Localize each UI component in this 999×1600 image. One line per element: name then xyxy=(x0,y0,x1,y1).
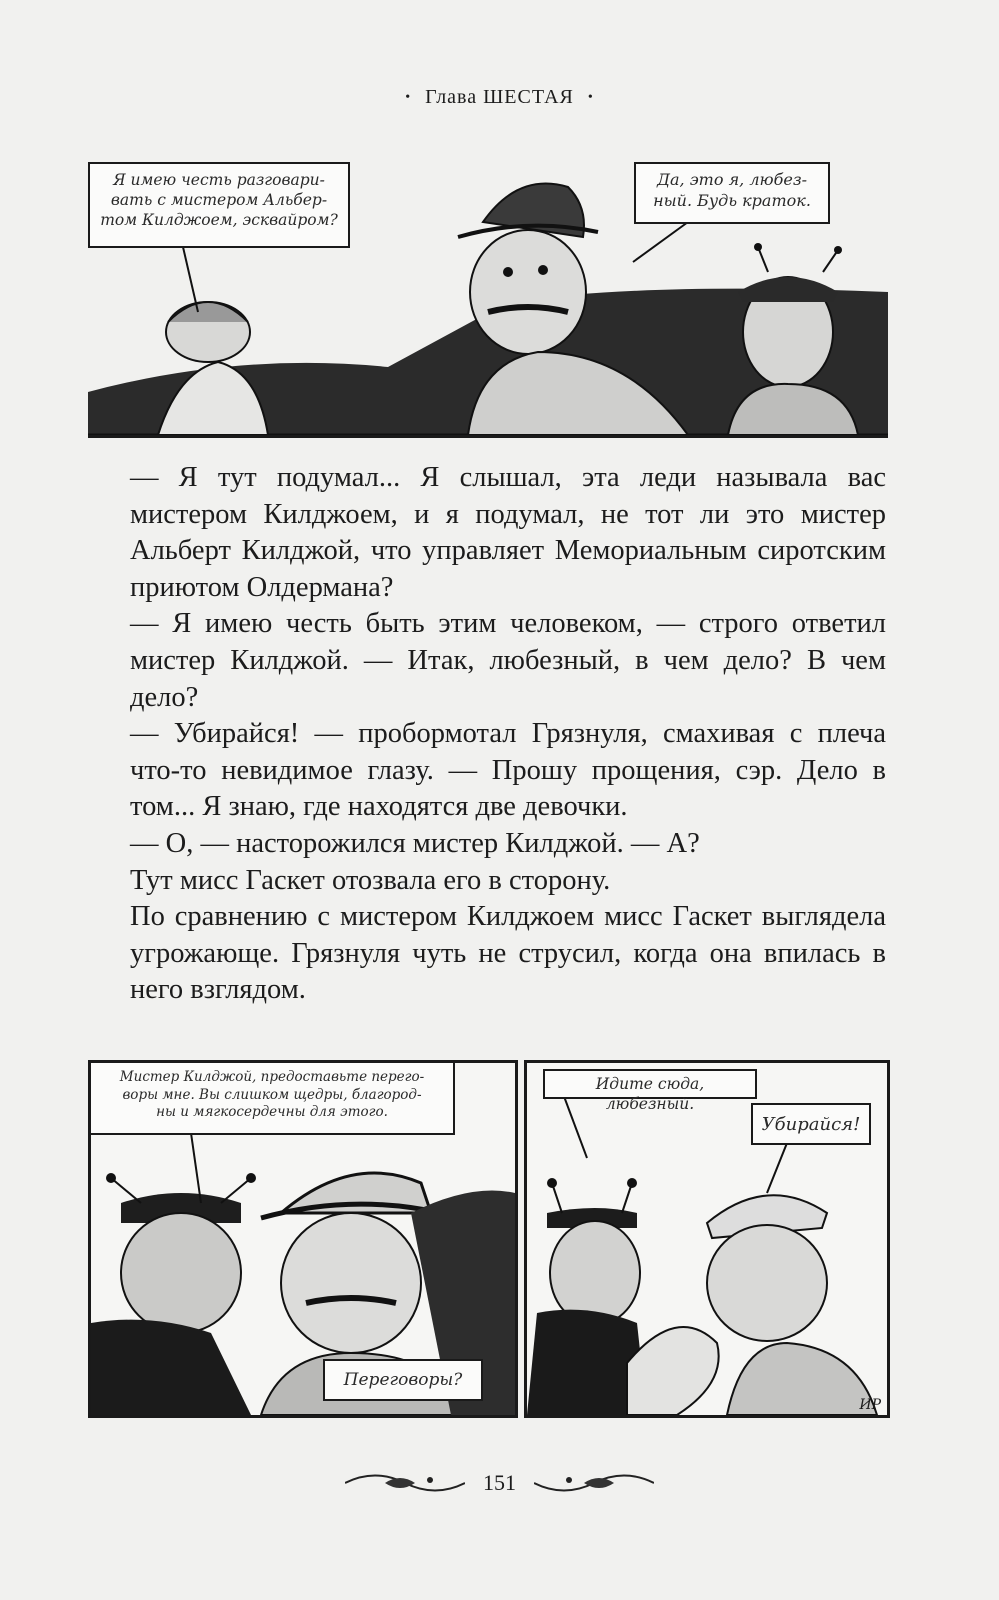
page-number: 151 xyxy=(483,1470,516,1495)
speech-bubble-bottom: Переговоры? xyxy=(323,1359,483,1401)
chapter-title: Глава ШЕСТАЯ xyxy=(425,86,574,108)
speech-bubble-left: Я имею честь разговари- вать с мистером Альбер- том Килджоем, эсквайром? xyxy=(88,162,350,248)
header-bullet-left: • xyxy=(405,90,412,106)
comic-panel-top xyxy=(88,152,888,438)
comic-panel-bottom-right xyxy=(524,1060,890,1418)
paragraph: Тут мисс Гаскет отозвала его в сторону. xyxy=(130,864,611,896)
ornament-right-icon xyxy=(534,1468,654,1498)
artist-signature: ИР xyxy=(859,1397,881,1413)
header-bullet-right: • xyxy=(587,90,594,106)
paragraph: — Убирайся! — пробормотал Грязнуля, смахивая с плеча что-то невидимое глазу. — Прошу прощения, сэр. Дело в том... Я знаю, где находятся две девочки. xyxy=(130,718,886,823)
paragraph: — О, — насторожился мистер Килджой. — А? xyxy=(130,827,700,859)
paragraph: — Я тут подумал... Я слышал, эта леди называла вас мистером Килджоем, и я подумал, не тот ли это мистер Альберт Килджой, что управляет Мемориальным сиротским приютом Олдермана? xyxy=(130,462,886,603)
speech-bubble-right: Да, это я, любез- ный. Будь краток. xyxy=(634,162,830,224)
body-text xyxy=(130,460,886,1009)
speech-bubble-top: Мистер Килджой, предоставьте перего- воры мне. Вы слишком щедры, благород- ны и мягкосердечны для этого. xyxy=(91,1063,455,1135)
speech-bubble-top: Идите сюда, любезный. xyxy=(543,1069,757,1099)
paragraph: По сравнению с мистером Килджоем мисс Гаскет выглядела угрожающе. Грязнуля чуть не струсил, когда она впилась в него взглядом. xyxy=(130,901,886,1006)
speech-bubble-mid: Убирайся! xyxy=(751,1103,871,1145)
page-footer xyxy=(0,1468,999,1498)
comic-panel-bottom-left xyxy=(88,1060,518,1418)
running-header xyxy=(0,86,999,109)
paragraph: — Я имею честь быть этим человеком, — строго ответил мистер Килджой. — Итак, любезный, в чем дело? В чем дело? xyxy=(130,608,886,713)
ornament-left-icon xyxy=(345,1468,465,1498)
